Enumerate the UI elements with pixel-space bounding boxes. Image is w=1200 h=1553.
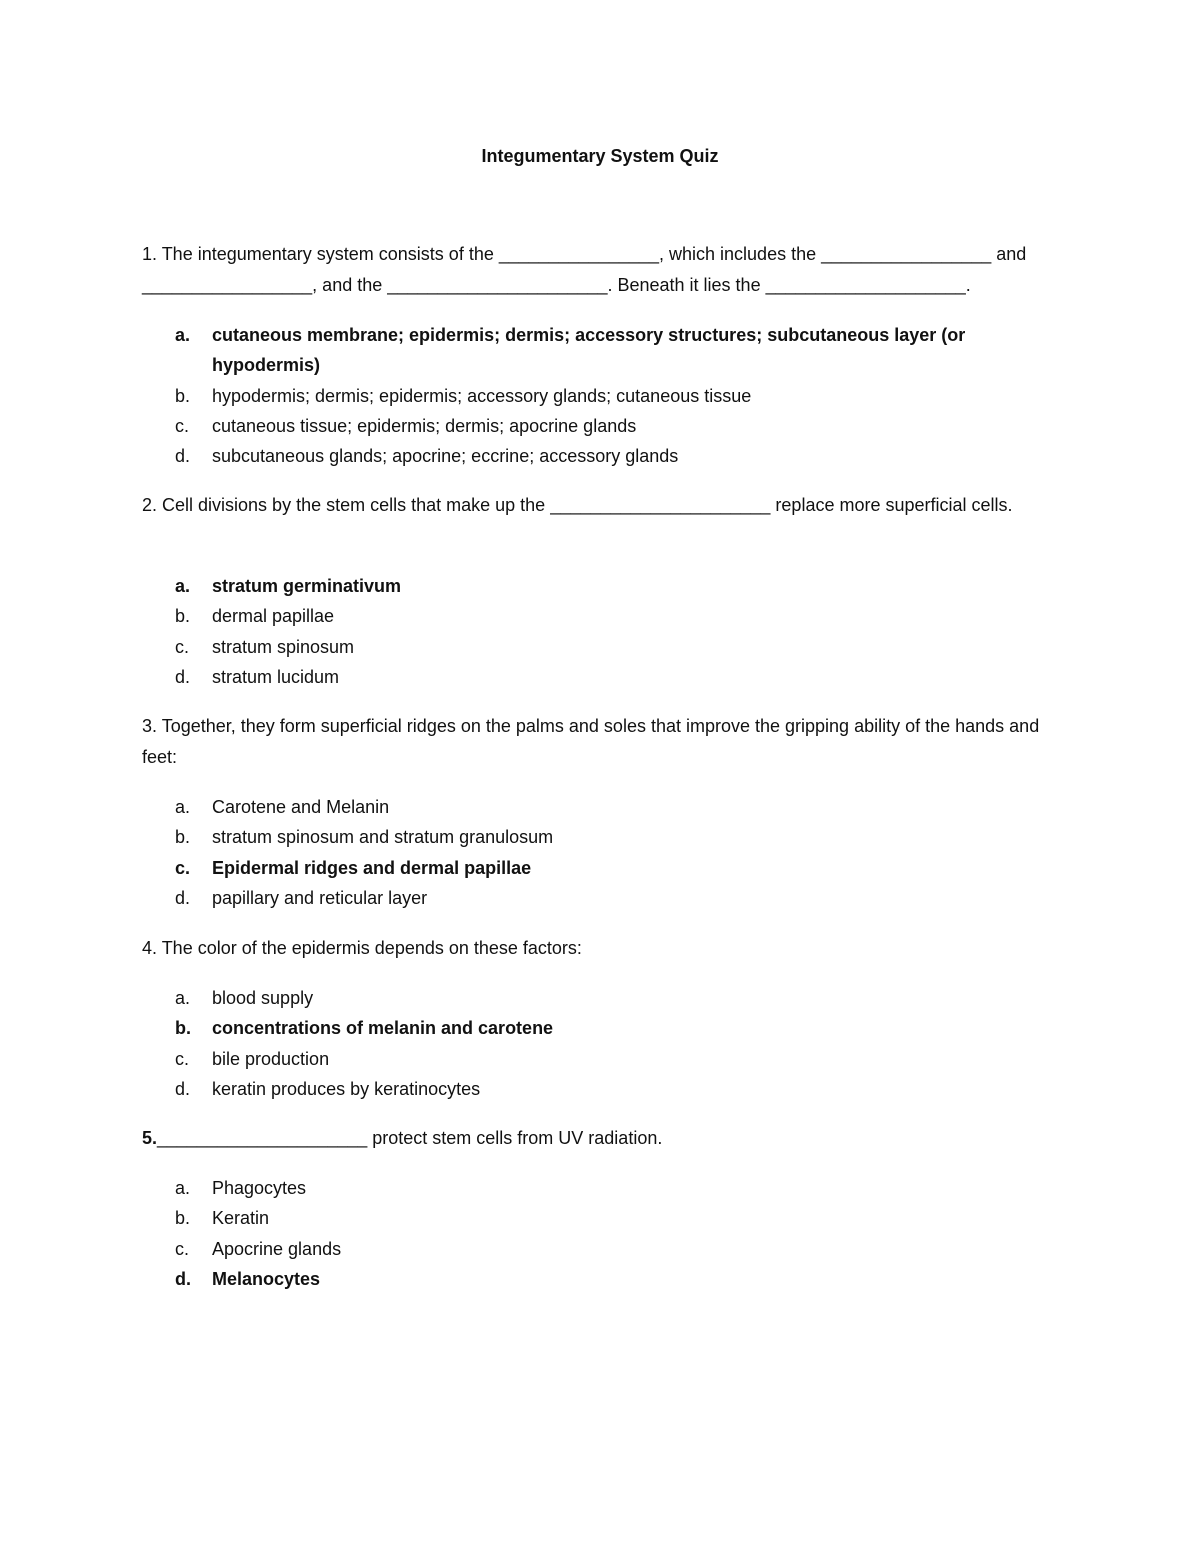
option-letter: a. <box>175 1178 191 1198</box>
question-number: 4. <box>142 938 158 958</box>
question-text: _____________________ protect stem cells from UV radiation. <box>157 1128 663 1148</box>
option-text: Carotene and Melanin <box>212 797 390 817</box>
option-letter: c. <box>175 1238 190 1259</box>
option-letter: a. <box>175 988 191 1008</box>
option-d <box>175 662 1015 692</box>
question-4-stem <box>142 933 1052 964</box>
option-b <box>175 601 1015 631</box>
question-2-stem <box>142 490 1052 521</box>
option-text: cutaneous membrane; epidermis; dermis; accessory structures; subcutaneous layer (or hypodermis) <box>212 325 966 376</box>
option-text: blood supply <box>212 988 314 1008</box>
option-letter: d. <box>175 1078 191 1099</box>
option-a <box>175 320 1015 381</box>
option-c <box>175 1044 1015 1074</box>
question-4-options <box>175 983 1015 1104</box>
option-c <box>175 632 1015 662</box>
option-c <box>175 1234 1015 1264</box>
option-letter: a. <box>175 797 191 817</box>
option-b <box>175 1203 1015 1233</box>
question-3-stem <box>142 711 1052 773</box>
option-text: cutaneous tissue; epidermis; dermis; apocrine glands <box>212 415 637 436</box>
question-3-options <box>175 792 1015 913</box>
option-text: Keratin <box>212 1208 270 1229</box>
option-letter: b. <box>175 1018 191 1039</box>
option-text: Apocrine glands <box>212 1238 342 1259</box>
option-d <box>175 1264 1015 1294</box>
option-letter: d. <box>175 446 191 467</box>
option-text: stratum spinosum <box>212 636 355 657</box>
option-letter: d. <box>175 666 191 687</box>
option-letter: b. <box>175 606 191 627</box>
option-c <box>175 411 1015 441</box>
option-text: concentrations of melanin and carotene <box>212 1018 554 1039</box>
option-b <box>175 1013 1015 1043</box>
option-b <box>175 822 1015 852</box>
option-letter: d. <box>175 1268 191 1289</box>
option-text: stratum germinativum <box>212 576 402 596</box>
option-letter: a. <box>175 576 191 596</box>
question-number: 1. <box>142 244 158 264</box>
question-number: 3. <box>142 716 158 736</box>
option-a <box>175 571 1015 601</box>
option-text: dermal papillae <box>212 606 335 627</box>
option-d <box>175 441 1015 471</box>
question-text: Cell divisions by the stem cells that make up the ______________________ replace more superficial cells. <box>157 495 1013 515</box>
page-title: Integumentary System Quiz <box>481 146 719 166</box>
question-number: 2. <box>142 495 158 515</box>
question-text: The color of the epidermis depends on these factors: <box>157 938 582 958</box>
question-2-options <box>175 571 1015 692</box>
option-letter: c. <box>175 1048 190 1069</box>
option-text: bile production <box>212 1048 330 1069</box>
question-text: The integumentary system consists of the ________________, which includes the _________________ and _________________, and the ______________________. Beneath it lies the ____________________. <box>142 244 1027 295</box>
question-1-stem <box>142 239 1052 301</box>
option-a <box>175 983 1015 1013</box>
option-text: Melanocytes <box>212 1268 321 1289</box>
option-d <box>175 1074 1015 1104</box>
option-text: Phagocytes <box>212 1178 307 1198</box>
option-text: papillary and reticular layer <box>212 887 428 908</box>
option-b <box>175 381 1015 411</box>
question-1-options <box>175 320 1015 471</box>
option-letter: b. <box>175 385 191 406</box>
option-letter: c. <box>175 636 190 657</box>
option-text: subcutaneous glands; apocrine; eccrine; accessory glands <box>212 446 679 467</box>
option-d <box>175 883 1015 913</box>
option-letter: d. <box>175 887 191 908</box>
question-number: 5. <box>142 1128 158 1148</box>
option-a <box>175 792 1015 822</box>
question-text: Together, they form superficial ridges on the palms and soles that improve the gripping ability of the hands and feet: <box>142 716 1040 767</box>
option-text: stratum spinosum and stratum granulosum <box>212 827 554 848</box>
option-text: Epidermal ridges and dermal papillae <box>212 857 532 878</box>
option-c <box>175 853 1015 883</box>
option-letter: b. <box>175 827 191 848</box>
question-5-options <box>175 1173 1015 1294</box>
option-text: hypodermis; dermis; epidermis; accessory glands; cutaneous tissue <box>212 385 752 406</box>
option-letter: b. <box>175 1208 191 1229</box>
option-letter: a. <box>175 325 191 345</box>
option-text: keratin produces by keratinocytes <box>212 1078 481 1099</box>
option-a <box>175 1173 1015 1203</box>
question-5-stem <box>142 1123 1052 1154</box>
option-letter: c. <box>175 415 190 436</box>
option-text: stratum lucidum <box>212 666 340 687</box>
option-letter: c. <box>175 857 191 878</box>
